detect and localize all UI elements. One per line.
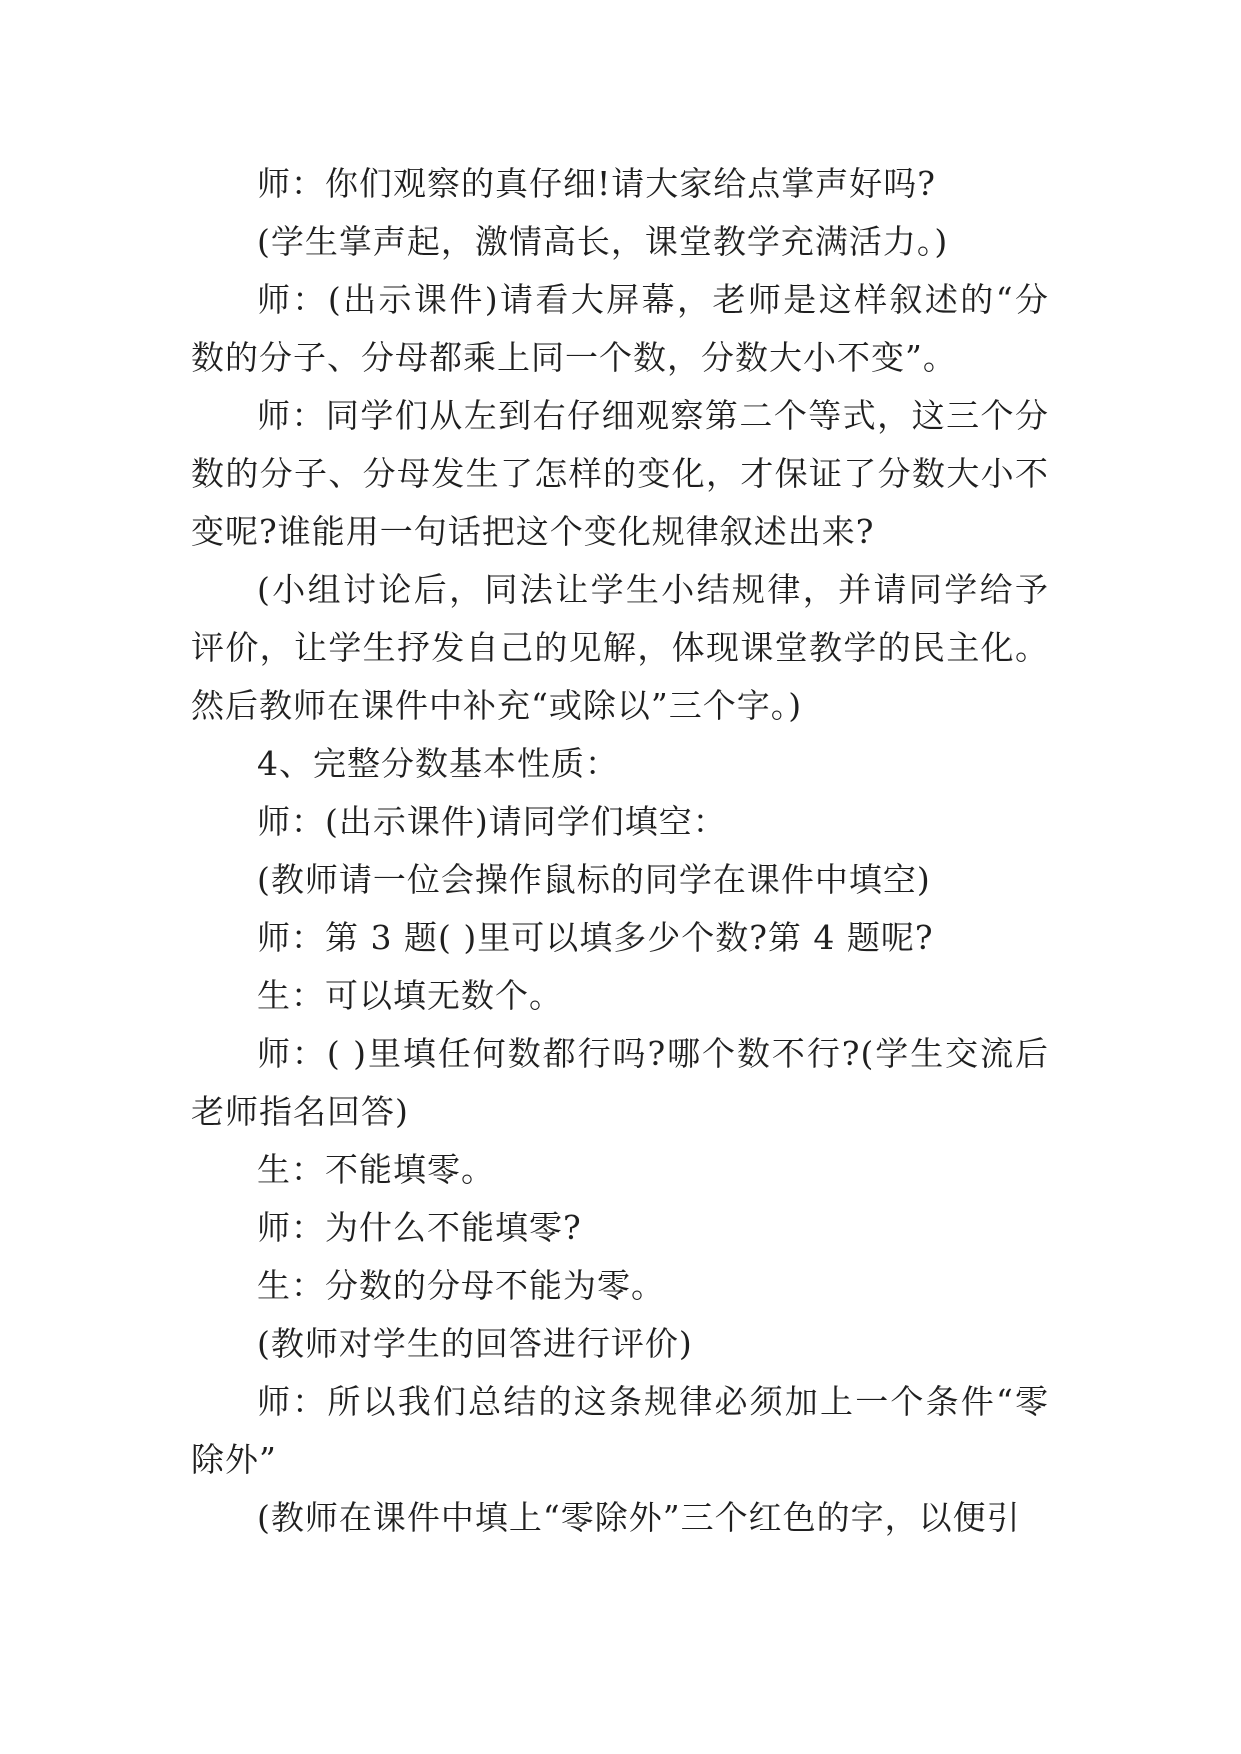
paragraph: (学生掌声起，激情高长，课堂教学充满活力。) xyxy=(257,222,949,261)
paragraph: (小组讨论后，同法让学生小结规律，并请同学给予评价，让学生抒发自己的见解，体现课堂教学的民主化。然后教师在课件中补充“或除以”三个字。) xyxy=(191,570,1049,725)
paragraph: (教师在课件中填上“零除外”三个红色的字，以便引 xyxy=(257,1498,1021,1537)
paragraph: 师：(出示课件)请看大屏幕，老师是这样叙述的“分数的分子、分母都乘上同一个数，分数大小不变”。 xyxy=(191,280,1049,377)
paragraph: 师：同学们从左到右仔细观察第二个等式，这三个分数的分子、分母发生了怎样的变化，才保证了分数大小不变呢?谁能用一句话把这个变化规律叙述出来? xyxy=(191,396,1049,551)
paragraph: 师：(出示课件)请同学们填空： xyxy=(257,802,727,841)
paragraph: (教师对学生的回答进行评价) xyxy=(257,1324,693,1363)
paragraph: 师：你们观察的真仔细!请大家给点掌声好吗? xyxy=(257,164,936,203)
paragraph: 4、完整分数基本性质： xyxy=(257,744,619,783)
paragraph: 师：( )里填任何数都行吗?哪个数不行?(学生交流后老师指名回答) xyxy=(191,1034,1049,1131)
paragraph: 生：可以填无数个。 xyxy=(257,976,563,1015)
paragraph: 生：不能填零。 xyxy=(257,1150,495,1189)
paragraph: (教师请一位会操作鼠标的同学在课件中填空) xyxy=(257,860,931,899)
document-body xyxy=(191,155,1049,1547)
paragraph: 师：所以我们总结的这条规律必须加上一个条件“零除外” xyxy=(191,1382,1049,1479)
paragraph: 生：分数的分母不能为零。 xyxy=(257,1266,665,1305)
paragraph: 师：为什么不能填零? xyxy=(257,1208,582,1247)
paragraph: 师：第 3 题( )里可以填多少个数?第 4 题呢? xyxy=(257,918,934,957)
